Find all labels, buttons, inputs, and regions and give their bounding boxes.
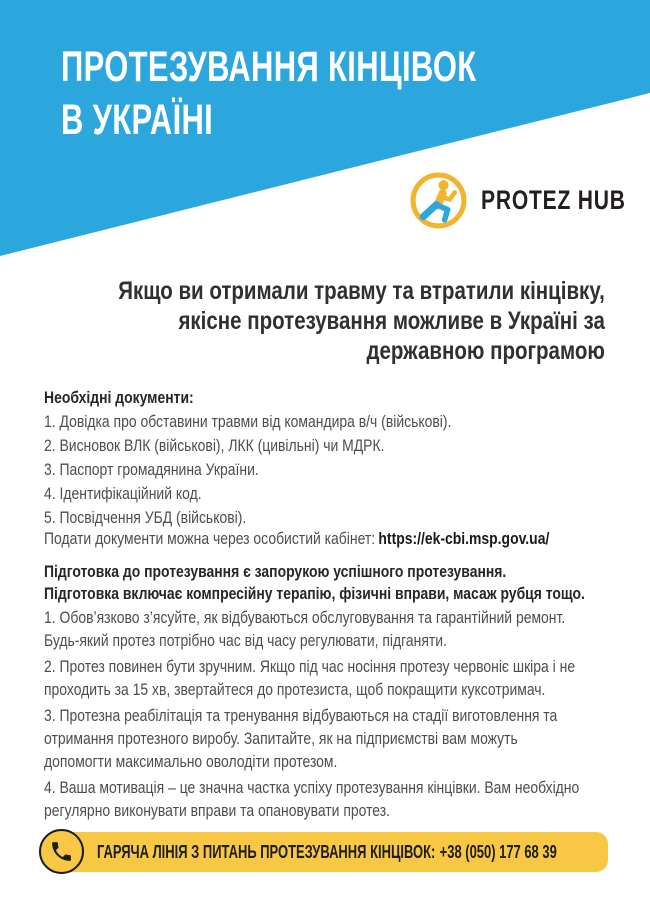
tip-line: 2. Протез повинен бути зручним. Якщо під час носіння протезу червоніє шкіра і не [44, 657, 576, 676]
tip-item [44, 606, 605, 652]
tip-item [44, 655, 605, 701]
document-list-item: 5. Посвідчення УБД (військові). [44, 508, 247, 527]
tip-line: 1. Обов’язково з’ясуйте, як відбуваються обслуговування та гарантійний ремонт. [44, 608, 566, 627]
tip-line: 4. Ваша мотивація – це значна частка успіху протезування кінцівки. Вам необхідно [44, 778, 580, 797]
protez-hub-logo [409, 171, 650, 230]
intro-line: Якщо ви отримали травму та втратили кінцівку, [118, 277, 605, 305]
hotline-phone[interactable]: +38 (050) 177 68 39 [439, 841, 557, 862]
tip-line: отримання протезного виробу. Запитайте, як на підприємстві вам можуть [44, 729, 518, 748]
hotline-label: ГАРЯЧА ЛІНІЯ З ПИТАНЬ ПРОТЕЗУВАННЯ КІНЦІВОК: [97, 841, 436, 862]
tip-line: проходить за 15 хв, звертайтеся до протезиста, щоб покращити куксотримач. [44, 680, 546, 699]
tip-line: Будь-який протез потрібно час від часу регулювати, підганяти. [44, 631, 447, 650]
document-list-item: 4. Ідентифікаційний код. [44, 484, 202, 503]
submit-info-text: Подати документи можна через особистий кабінет: [44, 529, 376, 548]
tip-item [44, 776, 605, 822]
tip-line: регулярно виконувати вправи та опановувати протез. [44, 801, 391, 820]
logo-wordmark: PROTEZ HUB [481, 185, 626, 215]
submit-info [44, 527, 605, 551]
hotline-text [97, 832, 557, 872]
intro-line: якісне протезування можливе в Україні за [178, 307, 605, 335]
phone-icon [49, 839, 74, 864]
document-list-item: 1. Довідка про обставини травми від командира в/ч (військові). [44, 412, 452, 431]
tip-line: допомогти максимально оволодіти протезом. [44, 752, 338, 771]
preparation-note [44, 561, 605, 605]
tip-item [44, 704, 605, 773]
page-title-line-2: В УКРАЇНІ [61, 96, 214, 144]
tips-list [44, 606, 605, 825]
page-title-line-1: ПРОТЕЗУВАННЯ КІНЦІВОК [61, 43, 477, 91]
submit-url-link[interactable]: https://ek-cbi.msp.gov.ua/ [378, 529, 550, 548]
intro-heading [44, 276, 605, 366]
document-list-item: 3. Паспорт громадянина України. [44, 460, 259, 479]
page-title [61, 41, 477, 147]
documents-heading: Необхідні документи: [44, 388, 194, 407]
preparation-line: Підготовка включає компресійну терапію, фізичні вправи, масаж рубця тощо. [44, 584, 585, 603]
intro-line: державною програмою [366, 337, 605, 365]
phone-icon-badge [39, 829, 84, 874]
documents-section [44, 386, 605, 530]
tip-line: 3. Протезна реабілітація та тренування відбуваються на стадії виготовлення та [44, 706, 558, 725]
runner-icon [409, 171, 468, 230]
preparation-line: Підготовка до протезування є запорукою успішного протезування. [44, 562, 507, 581]
document-list-item: 2. Висновок ВЛК (військові), ЛКК (цивільні) чи МДРК. [44, 436, 385, 455]
